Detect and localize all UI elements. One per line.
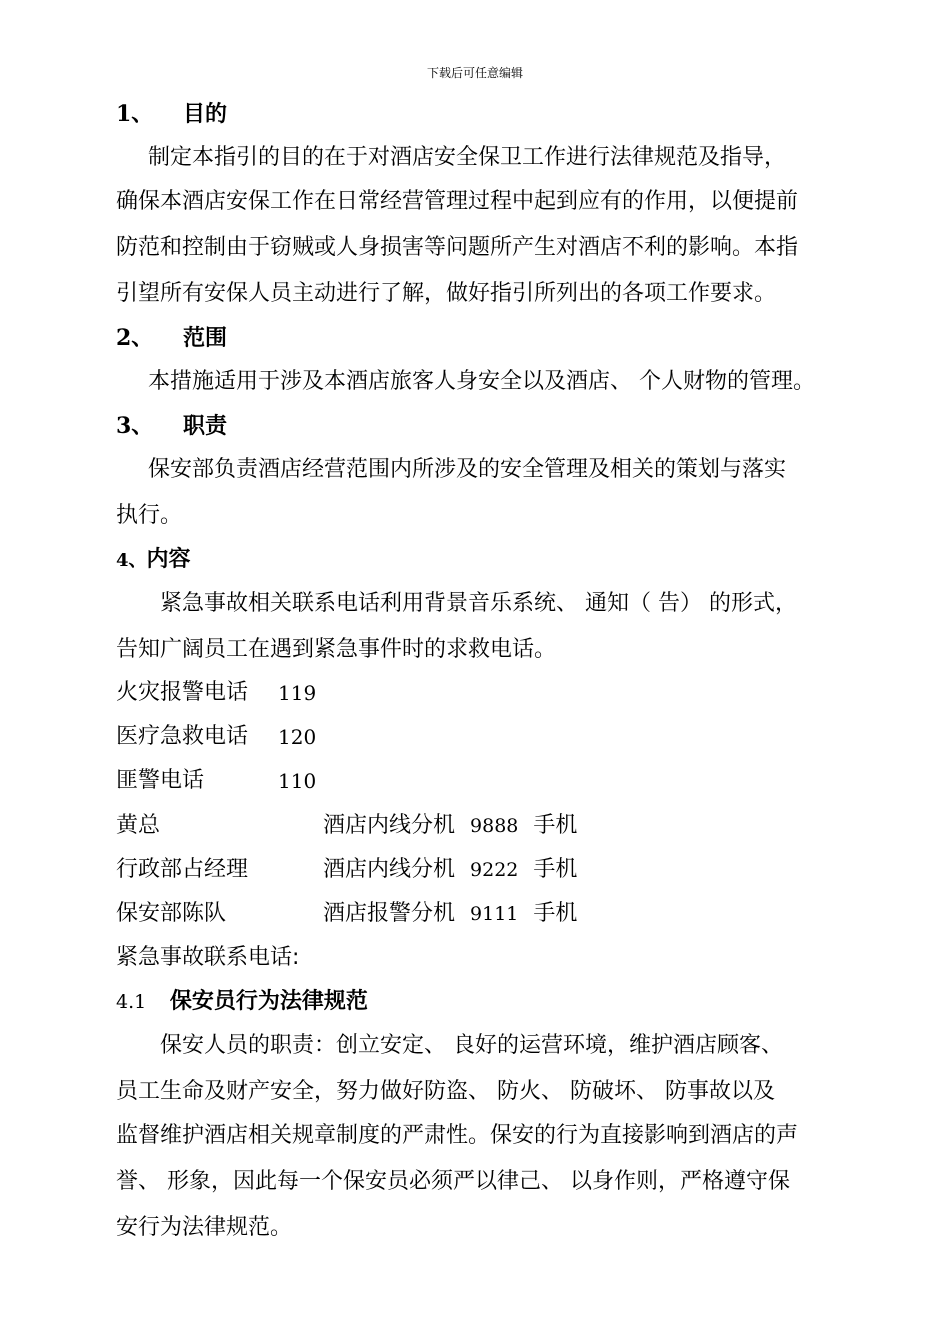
section-4-1-line: 誉、 形象，因此每一个保安员必须严以律己、 以身作则，严格遵守保 xyxy=(116,1169,790,1194)
extension-number: 9222 xyxy=(470,859,519,881)
extension-label: 酒店内线分机 xyxy=(323,813,456,838)
section-4-1-line: 监督维护酒店相关规章制度的严肃性。保安的行为直接影响到酒店的声 xyxy=(116,1123,799,1148)
section-2-heading xyxy=(116,323,876,354)
section-4-1-line: 保安人员的职责：创立安定、 良好的运营环境，维护酒店顾客、 xyxy=(160,1033,783,1058)
section-1-number: 1、 xyxy=(116,101,154,127)
section-4-1-number: 4.1 xyxy=(116,991,147,1013)
section-3-title: 职责 xyxy=(182,414,227,439)
mobile-label: 手机 xyxy=(533,901,578,926)
section-2-number: 2、 xyxy=(116,325,154,351)
phone-label: 匪警电话 xyxy=(116,768,205,793)
section-4-title: 内容 xyxy=(146,547,191,572)
section-3-line: 保安部负责酒店经营范围内所涉及的安全管理及相关的策划与落实 xyxy=(148,457,787,482)
section-1-line: 制定本指引的目的在于对酒店安全保卫工作进行法律规范及指导， xyxy=(148,145,787,170)
section-3-number: 3、 xyxy=(116,413,154,439)
phone-number: 119 xyxy=(278,681,317,705)
section-4-number: 4、 xyxy=(116,550,147,571)
extension-number: 9888 xyxy=(470,815,519,837)
section-2-title: 范围 xyxy=(182,326,227,351)
section-4-1-line: 员工生命及财产安全，努力做好防盗、 防火、 防破坏、 防事故以及 xyxy=(116,1079,775,1104)
section-3-line: 执行。 xyxy=(116,503,183,528)
phone-number: 110 xyxy=(278,769,317,793)
section-1-line: 引望所有安保人员主动进行了解，做好指引所列出的各项工作要求。 xyxy=(116,281,777,306)
mobile-label: 手机 xyxy=(533,857,578,882)
section-1-title: 目的 xyxy=(182,102,227,127)
section-4-1-title: 保安员行为法律规范 xyxy=(169,989,368,1014)
extension-number: 9111 xyxy=(470,903,519,925)
phone-label: 医疗急救电话 xyxy=(116,724,249,749)
section-1-line: 防范和控制由于窃贼或人身损害等问题所产生对酒店不利的影响。本指 xyxy=(116,235,799,260)
section-1-heading xyxy=(116,99,876,130)
section-2-line: 本措施适用于涉及本酒店旅客人身安全以及酒店、 个人财物的管理。 xyxy=(148,369,815,394)
phone-number: 120 xyxy=(278,725,317,749)
extension-label: 酒店内线分机 xyxy=(323,857,456,882)
section-4-line: 紧急事故相关联系电话利用背景音乐系统、 通知（ 告） 的形式， xyxy=(160,591,797,616)
contact-extension xyxy=(323,855,577,885)
section-4-1-line: 安行为法律规范。 xyxy=(116,1215,293,1240)
phone-label: 火灾报警电话 xyxy=(116,680,249,705)
section-1-line: 确保本酒店安保工作在日常经营管理过程中起到应有的作用，以便提前 xyxy=(116,189,799,214)
emergency-label: 紧急事故联系电话: xyxy=(116,945,300,970)
contact-extension xyxy=(323,811,577,841)
contact-name: 黄总 xyxy=(116,813,161,838)
contact-name: 行政部占经理 xyxy=(116,857,249,882)
section-4-heading xyxy=(116,545,876,576)
page-header: 下载后可任意编辑 xyxy=(426,66,523,80)
section-4-1-heading xyxy=(116,987,876,1017)
extension-label: 酒店报警分机 xyxy=(323,901,456,926)
section-3-heading xyxy=(116,411,876,442)
contact-name: 保安部陈队 xyxy=(116,901,227,926)
mobile-label: 手机 xyxy=(533,813,578,838)
contact-extension xyxy=(323,899,577,929)
section-4-line: 告知广阔员工在遇到紧急事件时的求救电话。 xyxy=(116,637,557,662)
